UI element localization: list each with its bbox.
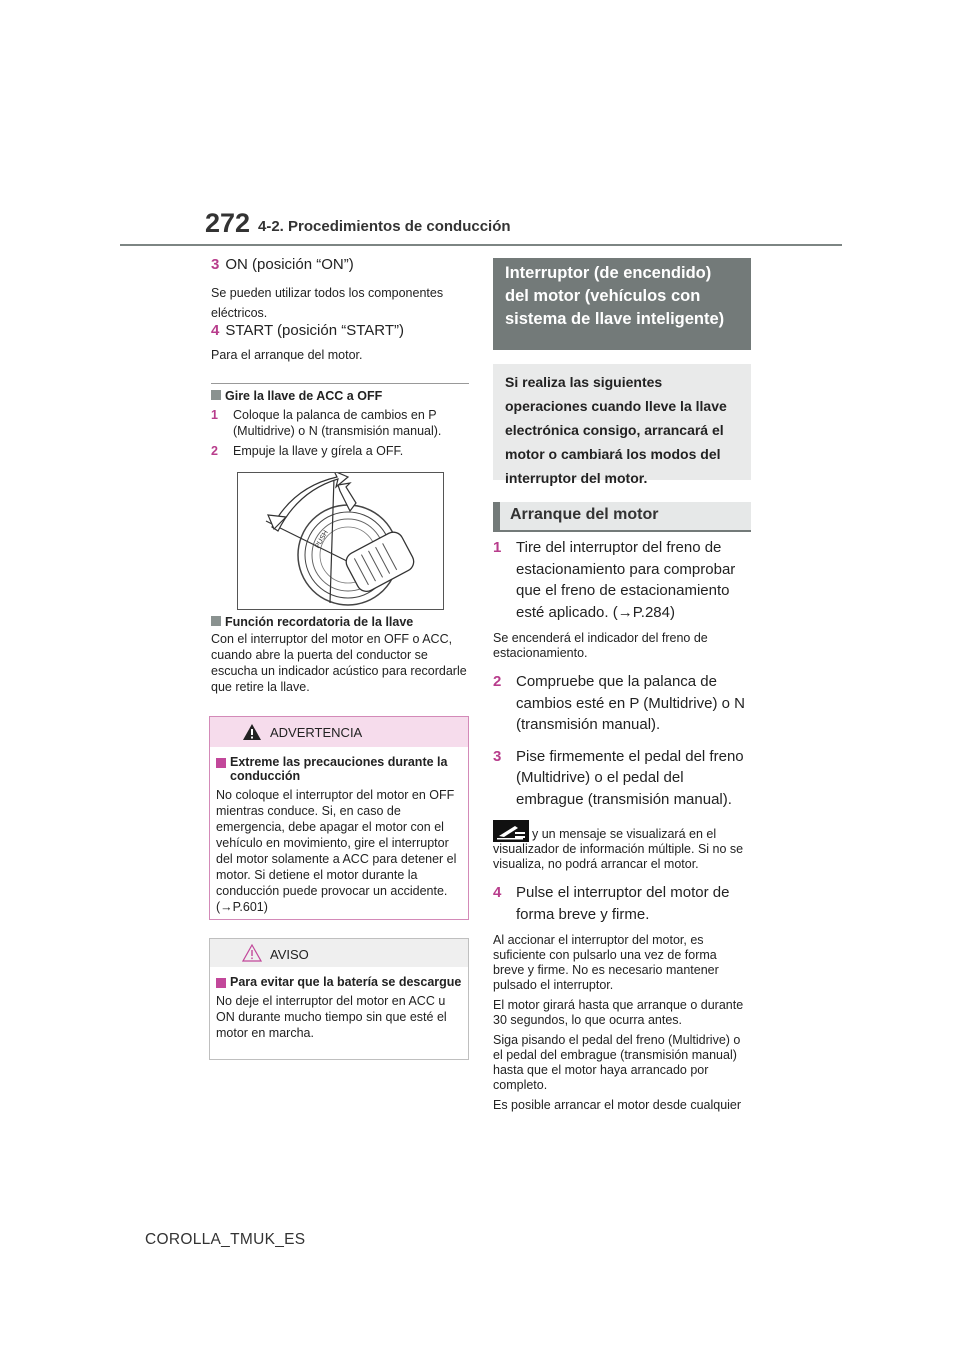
square-bullet-icon xyxy=(216,758,226,768)
header-rule xyxy=(120,244,842,246)
acc-off-title: Gire la llave de ACC a OFF xyxy=(225,389,383,403)
step-number: 2 xyxy=(493,673,502,690)
list-item xyxy=(211,443,469,459)
footer-model-code: COROLLA_TMUK_ES xyxy=(145,1231,306,1248)
step-number: 4 xyxy=(493,884,502,901)
notice-item-title: Para evitar que la batería se descargue xyxy=(230,975,462,989)
indicator-note: y un mensaje se visualizará en el visualizador de información múltiple. Si no se visualiza, no podrá arrancar el motor. xyxy=(493,827,744,871)
step-note xyxy=(493,820,751,872)
step-number: 4 xyxy=(211,322,220,339)
step-number: 2 xyxy=(211,444,218,458)
paragraph: Al accionar el interruptor del motor, es suficiente con pulsarlo una vez de forma breve y firme. No es necesario mantener pulsado el interruptor. xyxy=(493,933,719,992)
notice-box xyxy=(209,938,469,1060)
subsection-heading: Arranque del motor xyxy=(493,502,751,532)
paragraph: Es posible arrancar el motor desde cualquier xyxy=(493,1098,742,1112)
step-label: START (posición “START”) xyxy=(225,322,404,339)
reminder-title: Función recordatoria de la llave xyxy=(225,615,414,629)
reminder-text: Con el interruptor del motor en OFF o ACC, cuando abre la puerta del conductor se escucha un indicador acústico para recordarle que retire la llave. xyxy=(211,632,467,694)
step-text: Compruebe que la palanca de cambios esté en P (Multidrive) o N (transmisión manual). xyxy=(516,673,745,733)
step-text: Pulse el interruptor del motor de forma breve y firme. xyxy=(516,884,730,923)
list-item xyxy=(493,537,751,623)
caution-triangle-icon xyxy=(242,944,262,962)
step-number: 1 xyxy=(211,408,218,422)
step-4-block xyxy=(211,322,469,363)
instruction-box: Si realiza las siguientes operaciones cuando lleve la llave electrónica consigo, arrancará el motor o cambiará los modos del interruptor del motor. xyxy=(493,364,751,480)
page-number: 272 xyxy=(205,208,251,238)
step-text: Pise firmemente el pedal del freno (Multidrive) o el pedal del embrague (transmisión manual). xyxy=(516,747,744,808)
step-desc: Para el arranque del motor. xyxy=(211,348,363,362)
notice-text: No deje el interruptor del motor en ACC u ON durante mucho tiempo sin que esté el motor en marcha. xyxy=(216,994,447,1040)
start-steps xyxy=(493,537,751,1113)
warning-box xyxy=(209,716,469,920)
ignition-key-figure xyxy=(237,472,444,610)
warning-triangle-icon xyxy=(242,723,262,741)
warning-title: ADVERTENCIA xyxy=(270,725,363,740)
warning-text: No coloque el interruptor del motor en OFF mientras conduce. Si, en caso de emergencia, debe apagar el motor con el vehículo en movimiento, gire el interruptor del motor solamente a ACC para detener el motor. Si detiene el motor durante la conducción puede provocar un accidente. (→P.601) xyxy=(216,788,457,914)
step-number: 1 xyxy=(493,539,502,556)
step-3-block xyxy=(211,256,469,323)
list-item xyxy=(493,746,751,811)
paragraph: Siga pisando el pedal del freno (Multidrive) o el pedal del embrague (transmisión manual) hasta que el motor haya arrancado por completo. xyxy=(493,1033,741,1092)
key-reminder-section xyxy=(211,615,469,695)
step-number: 3 xyxy=(211,256,220,273)
warning-header xyxy=(210,717,468,747)
square-bullet-icon xyxy=(211,390,221,400)
step-label: ON (posición “ON”) xyxy=(225,256,354,273)
notice-header xyxy=(210,939,468,967)
section-heading-band: Interruptor (de encendido) del motor (vehículos con sistema de llave inteligente) xyxy=(493,258,751,350)
brake-pedal-indicator-icon xyxy=(493,820,529,842)
step-text: Empuje la llave y gírela a OFF. xyxy=(233,444,404,458)
divider xyxy=(211,383,469,384)
step-text: Coloque la palanca de cambios en P (Multidrive) o N (transmisión manual). xyxy=(233,408,442,438)
step-number: 3 xyxy=(493,747,502,765)
section-title: 4-2. Procedimientos de conducción xyxy=(258,218,511,235)
list-item xyxy=(211,407,469,439)
push-label: PUSH xyxy=(314,529,330,550)
ignition-key-illustration xyxy=(238,473,443,609)
acc-off-section xyxy=(211,389,469,459)
notice-title: AVISO xyxy=(270,947,309,962)
list-item xyxy=(493,882,751,925)
square-bullet-icon xyxy=(211,616,221,626)
step-desc: Se pueden utilizar todos los componentes eléctricos. xyxy=(211,286,444,320)
warning-item-title: Extreme las precauciones durante la conducción xyxy=(230,755,448,783)
list-item xyxy=(493,671,751,736)
step-note: Se encenderá el indicador del freno de estacionamiento. xyxy=(493,631,708,660)
step-text: Tire del interruptor del freno de estacionamiento para comprobar que el freno de estacionamiento esté aplicado. (→P.284) xyxy=(516,539,736,621)
square-bullet-icon xyxy=(216,978,226,988)
paragraph: El motor girará hasta que arranque o durante 30 segundos, lo que ocurra antes. xyxy=(493,998,744,1027)
